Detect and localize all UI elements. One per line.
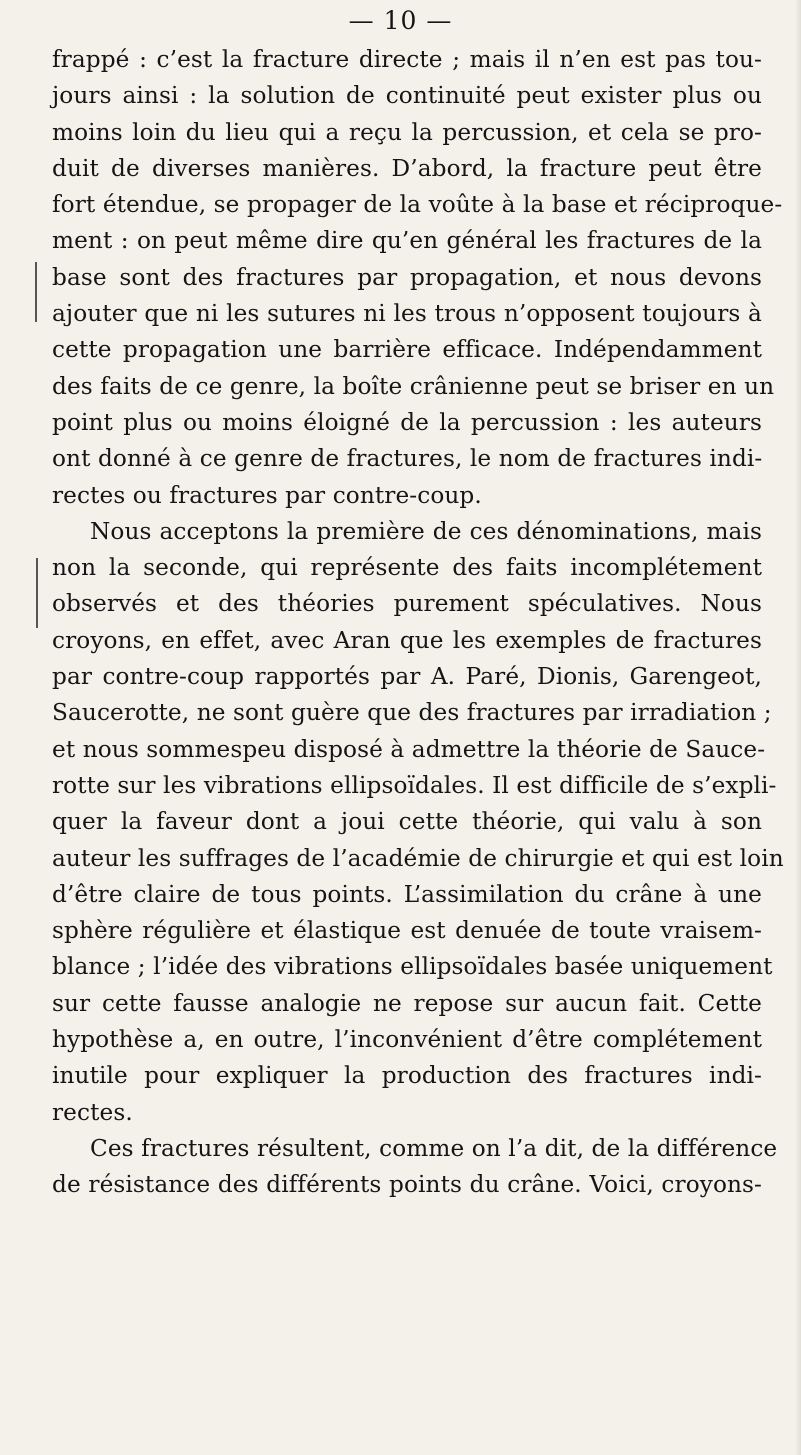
text-line: sphère régulière et élastique est denuée de toute vraisem- (52, 917, 762, 945)
text-line: par contre-coup rapportés par A. Paré, Dionis, Garengeot, (52, 663, 762, 691)
text-line: point plus ou moins éloigné de la percussion : les auteurs (52, 408, 762, 436)
text-line: des faits de ce genre, la boîte crânienne peut se briser en un (52, 372, 775, 400)
text-line: observés et des théories purement spéculatives. Nous (52, 590, 762, 618)
margin-mark (35, 262, 37, 322)
text-line: fort étendue, se propager de la voûte à la base et réciproque- (52, 191, 783, 219)
text-line: moins loin du lieu qui a reçu la percussion, et cela se pro- (52, 118, 762, 146)
margin-mark (36, 558, 38, 628)
text-line: auteur les suffrages de l’académie de chirurgie et qui est loin (52, 844, 784, 872)
text-line: rectes. (52, 1098, 133, 1126)
text-line: sur cette fausse analogie ne repose sur aucun fait. Cette (52, 989, 762, 1017)
text-line: quer la faveur dont a joui cette théorie, qui valu à son (52, 808, 762, 836)
text-line: ment : on peut même dire qu’en général les fractures de la (52, 227, 762, 255)
page-number: — 10 — (348, 6, 453, 35)
text-line: frappé : c’est la fracture directe ; mais il n’en est pas tou- (52, 46, 762, 73)
text-line: et nous sommespeu disposé à admettre la théorie de Sauce- (52, 735, 766, 763)
text-line: de résistance des différents points du crâne. Voici, croyons- (52, 1171, 762, 1199)
text-line: non la seconde, qui représente des faits incomplétement (52, 554, 762, 582)
text-line: hypothèse a, en outre, l’inconvénient d’être complétement (52, 1026, 762, 1054)
text-line: Saucerotte, ne sont guère que des fractures par irradiation ; (52, 699, 772, 727)
text-line: rectes ou fractures par contre-coup. (52, 481, 482, 509)
text-line: inutile pour expliquer la production des fractures indi- (52, 1062, 762, 1090)
text-line: ajouter que ni les sutures ni les trous n’opposent toujours à (52, 300, 762, 328)
paragraph-1 (52, 42, 783, 514)
text-line: croyons, en effet, avec Aran que les exemples de fractures (52, 626, 762, 654)
text-line: Ces fractures résultent, comme on l’a dit, de la différence (90, 1134, 778, 1162)
text-line: cette propagation une barrière efficace. Indépendamment (52, 336, 762, 364)
text-line: rotte sur les vibrations ellipsoïdales. Il est difficile de s’expli- (52, 771, 777, 799)
text-line: base sont des fractures par propagation, et nous devons (52, 263, 762, 291)
text-line: Nous acceptons la première de ces dénominations, mais (90, 517, 762, 545)
page-edge-shadow (795, 0, 801, 1455)
paragraph-2 (52, 514, 784, 1131)
text-line: duit de diverses manières. D’abord, la fracture peut être (52, 154, 762, 182)
body-text (52, 42, 784, 1204)
paragraph-3 (52, 1131, 778, 1204)
text-line: jours ainsi : la solution de continuité peut exister plus ou (52, 82, 762, 110)
text-line: ont donné à ce genre de fractures, le nom de fractures indi- (52, 445, 763, 473)
text-line: d’être claire de tous points. L’assimilation du crâne à une (52, 880, 762, 908)
text-line: blance ; l’idée des vibrations ellipsoïdales basée uniquement (52, 953, 773, 981)
